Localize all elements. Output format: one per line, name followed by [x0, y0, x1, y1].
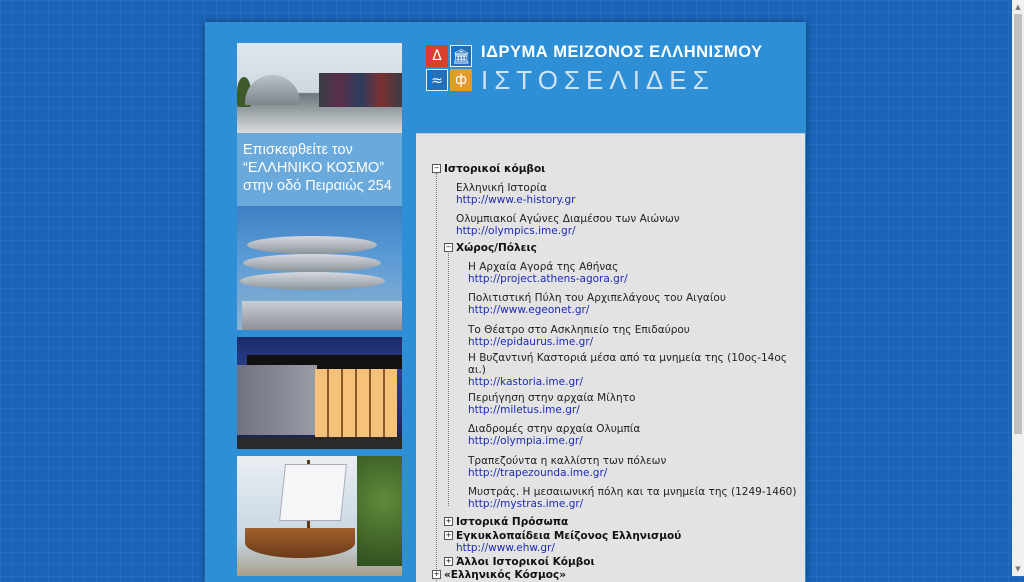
logo-subtitle: ΙΣΤΟΣΕΛΙΔΕΣ	[481, 65, 715, 95]
logo-tile-temple: 🏛	[450, 45, 472, 67]
logo-tile-delta: Δ	[426, 45, 448, 67]
tree-node-title[interactable]: Ιστορικά Πρόσωπα	[456, 516, 569, 528]
tree-item-label: Ελληνική Ιστορία	[456, 182, 547, 194]
tree-item-label: Το Θέατρο στο Ασκληπιείο της Επιδαύρου	[468, 324, 690, 336]
tree-item-label: Πολιτιστική Πύλη του Αρχιπελάγους του Αιγαίου	[468, 292, 726, 304]
site-logo[interactable]	[426, 43, 786, 98]
collapse-icon[interactable]: −	[433, 164, 440, 172]
tree-item-label: Τραπεζούντα η καλλίστη των πόλεων	[468, 455, 667, 467]
tree-item	[468, 261, 628, 285]
ship-photo[interactable]	[237, 456, 402, 576]
sidebar	[237, 43, 402, 576]
banner-line-2: “ΕΛΛΗΝΙΚΟ ΚΟΣΜΟ”	[243, 160, 385, 176]
tree-item	[468, 324, 690, 348]
tree-node-title[interactable]: Εγκυκλοπαίδεια Μείζονος Ελληνισμού	[456, 530, 682, 542]
tholos-dome-photo[interactable]	[237, 206, 402, 330]
hellenic-cosmos-exterior-photo[interactable]	[237, 43, 402, 133]
visit-banner[interactable]	[237, 133, 402, 206]
logo-tile-symbol: ф	[450, 69, 472, 91]
tree-item-link[interactable]: http://epidaurus.ime.gr/	[468, 336, 594, 348]
tree-item-label: Ολυμπιακοί Αγώνες Διαμέσου των Αιώνων	[456, 213, 680, 225]
tree-item-link[interactable]: http://trapezounda.ime.gr/	[468, 467, 608, 479]
tree-item-link[interactable]: http://project.athens-agora.gr/	[468, 273, 628, 285]
foundation-logo-icon	[426, 45, 473, 92]
tree-item	[468, 352, 787, 388]
tree-item	[456, 213, 680, 237]
logo-title: ΙΔΡΥΜΑ ΜΕΙΖΟΝΟΣ ΕΛΛΗΝΙΣΜΟΥ	[481, 43, 763, 61]
scroll-up-icon[interactable]: ▲	[1015, 3, 1021, 11]
tree-item-link[interactable]: http://olympics.ime.gr/	[456, 225, 576, 237]
tree-item-link[interactable]: http://kastoria.ime.gr/	[468, 376, 583, 388]
building-night-photo[interactable]	[237, 337, 402, 449]
logo-tile-wave: ≈	[426, 69, 448, 91]
banner-line-3: στην οδό Πειραιώς 254	[243, 178, 392, 194]
banner-line-1: Επισκεφθείτε τον	[243, 142, 353, 158]
tree-node-title[interactable]: Άλλοι Ιστορικοί Κόμβοι	[456, 556, 595, 568]
tree-item	[468, 292, 726, 316]
scrollbar-thumb[interactable]	[1014, 14, 1022, 434]
tree-item-link[interactable]: http://miletus.ime.gr/	[468, 404, 580, 416]
scroll-down-icon[interactable]: ▼	[1015, 565, 1021, 573]
tree-item-label: Η Βυζαντινή Καστοριά μέσα από τα μνημεία της (10ος-14ος	[468, 352, 787, 364]
tree-item	[456, 182, 576, 206]
tree-item-label-cont: αι.)	[468, 364, 486, 376]
expand-icon[interactable]: +	[445, 517, 452, 525]
tree-node-title[interactable]: «Ελληνικός Κόσμος»	[444, 569, 566, 581]
tree-item-link[interactable]: http://mystras.ime.gr/	[468, 498, 584, 510]
tree-item-link[interactable]: http://www.egeonet.gr/	[468, 304, 590, 316]
tree-item	[468, 455, 666, 479]
collapse-icon[interactable]: −	[445, 243, 452, 251]
tree-root-title[interactable]: Ιστορικοί κόμβοι	[444, 163, 546, 175]
tree-item-label: Περιήγηση στην αρχαία Μίλητο	[468, 392, 636, 404]
expand-icon[interactable]: +	[433, 570, 440, 578]
tree-item-link[interactable]: http://olympia.ime.gr/	[468, 435, 583, 447]
tree-item	[468, 486, 796, 510]
page-frame	[205, 22, 806, 582]
expand-icon[interactable]: +	[445, 531, 452, 539]
tree-item-label: Διαδρομές στην αρχαία Ολυμπία	[468, 423, 641, 435]
tree-places-title[interactable]: Χώρος/Πόλεις	[456, 242, 537, 254]
tree-node	[456, 530, 681, 554]
tree-item	[468, 392, 635, 416]
expand-icon[interactable]: +	[445, 557, 452, 565]
vertical-scrollbar[interactable]	[1012, 0, 1024, 576]
tree-node-link[interactable]: http://www.ehw.gr/	[456, 542, 555, 554]
tree-item-link[interactable]: http://www.e-history.gr	[456, 194, 576, 206]
content-panel	[416, 133, 805, 582]
tree-item	[468, 423, 640, 447]
tree-item-label: Η Αρχαία Αγορά της Αθήνας	[468, 261, 619, 273]
tree-item-label: Μυστράς. Η μεσαιωνική πόλη και τα μνημεία της (1249-1460)	[468, 486, 797, 498]
